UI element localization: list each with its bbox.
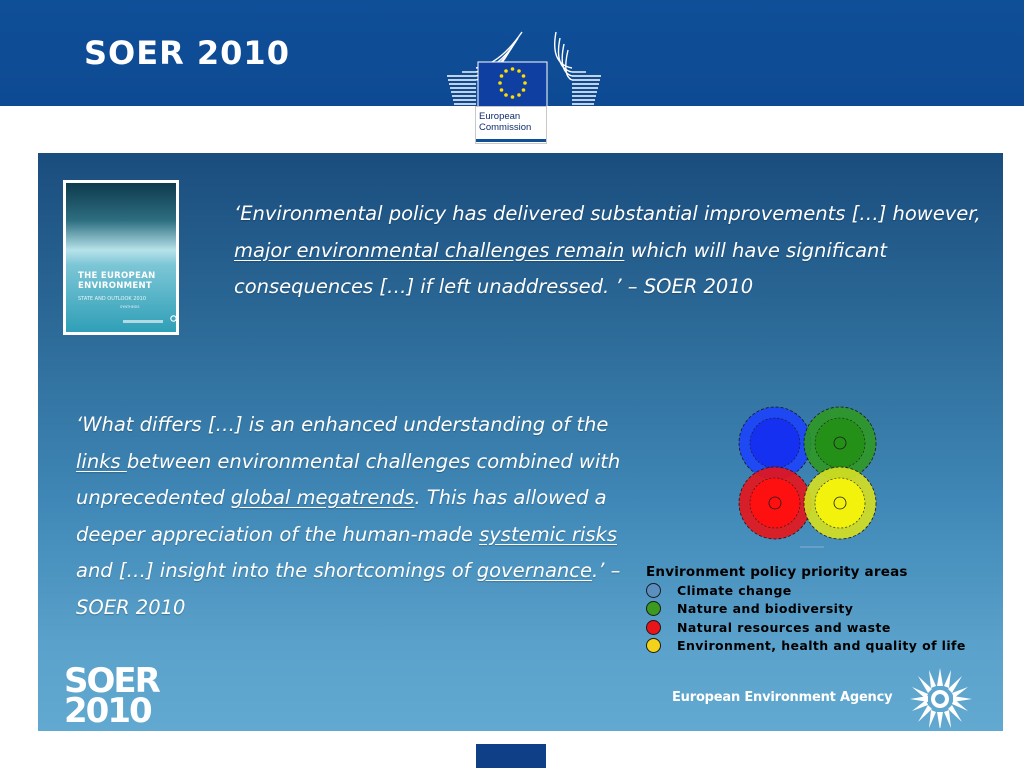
quote2-systemic-risks: systemic risks [479, 522, 617, 546]
legend-item-nature-biodiversity [646, 600, 986, 619]
soer-logo-line1: SOER [64, 661, 159, 701]
legend-label: Climate change [677, 582, 792, 598]
report-cover-title [78, 271, 173, 291]
soer-logo-line2: 2010 [64, 691, 151, 731]
quote2-part4: and […] insight into the shortcomings of [76, 559, 477, 582]
legend-label: Nature and biodiversity [677, 601, 854, 617]
ec-label [479, 111, 543, 133]
legend-item-climate-change [646, 581, 986, 600]
quote1-part1: ‘Environmental policy has delivered substantial improvements […] however, [234, 202, 981, 225]
report-cover-subtitle2: SYNTHESIS [120, 305, 140, 309]
quote2-global-megatrends: global megatrends [230, 486, 415, 509]
footer-ec-tab [476, 744, 546, 768]
legend-dot-blue [646, 583, 661, 598]
legend-title: Environment policy priority areas [646, 564, 908, 580]
legend-dot-red [646, 620, 661, 635]
report-cover-subtitle: STATE AND OUTLOOK 2010 [78, 296, 146, 302]
legend-item-environment-health [646, 637, 986, 656]
quote1-part2: which will have significant consequences […] if left unaddressed. ’ – SOER 2010 [234, 238, 888, 298]
report-cover-footer-bar [123, 320, 163, 323]
legend-item-natural-resources [646, 618, 986, 637]
quote2-links: links [76, 449, 127, 473]
report-cover-title-line2: ENVIRONMENT [78, 281, 153, 291]
eea-name: European Environment Agency [672, 690, 893, 705]
ec-label-line1: European [479, 111, 521, 122]
legend-label: Natural resources and waste [677, 619, 891, 635]
eea-sun-logo-icon [910, 666, 976, 728]
soer-2010-logo [64, 661, 169, 731]
quote2-part1: ‘What differs […] is an enhanced understanding of the [76, 413, 609, 436]
legend-dot-green [646, 601, 661, 616]
legend-dot-yellow [646, 638, 661, 653]
report-cover-title-line1: THE EUROPEAN [78, 271, 156, 281]
quote2-governance: governance [476, 559, 592, 582]
ec-label-rule [476, 139, 546, 142]
quote-environmental-policy [234, 196, 994, 306]
eea-small-icon [169, 314, 178, 323]
quote2-part3: . This has allowed a deeper appreciation of the human-made [76, 486, 607, 546]
slide-title: SOER 2010 [84, 34, 290, 72]
report-cover-image [63, 180, 179, 335]
quote2-part2: between environmental challenges combined with unprecedented [76, 449, 621, 509]
priority-areas-legend [646, 563, 986, 655]
quote1-underlined: major environmental challenges remain [234, 238, 625, 262]
legend-label: Environment, health and quality of life [677, 638, 966, 654]
priority-areas-diagram [732, 404, 882, 554]
quote2-part5: .’ – SOER 2010 [76, 559, 621, 619]
quote-what-differs [76, 407, 656, 626]
ec-label-line2: Commission [479, 122, 532, 133]
